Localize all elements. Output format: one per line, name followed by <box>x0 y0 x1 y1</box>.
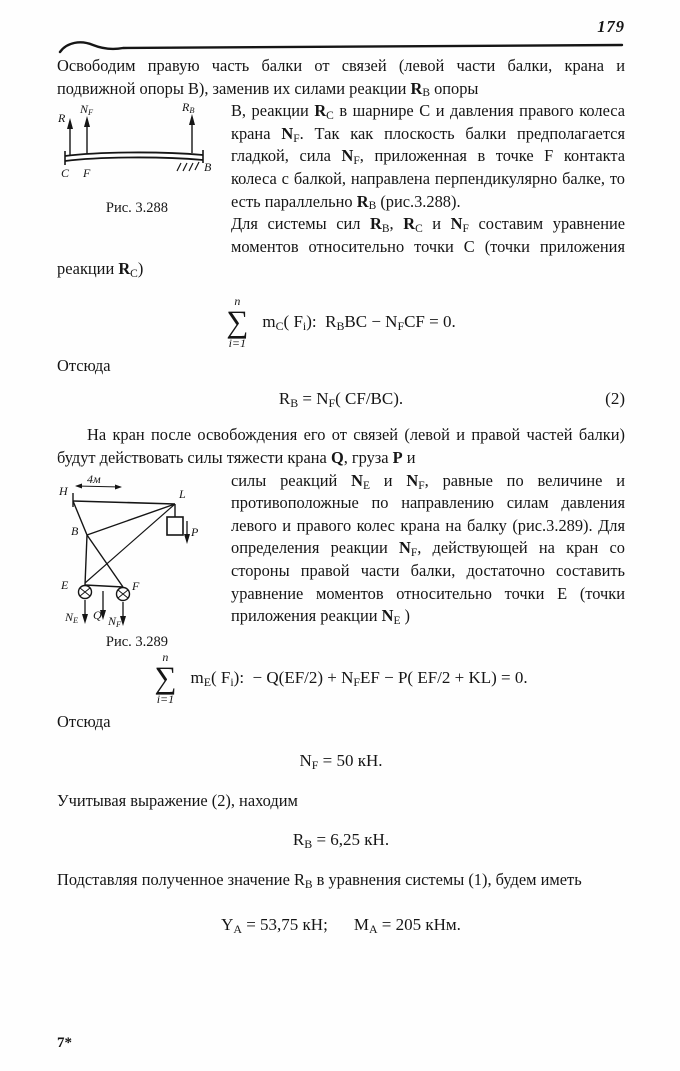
equation-nf-result: $N_F = 50$ кН. <box>299 750 383 772</box>
sum-lower-limit: i=1 <box>228 336 247 351</box>
formula-2-expression: $m_E$( $F_i$): − $Q(EF/2) + N_FEF - P$( EF/2 + KL) = 0. <box>190 667 528 689</box>
equation-ma: $M_A = 205$ кНм. <box>353 914 461 936</box>
figure-3-288 <box>57 100 217 255</box>
paragraph-3-lead: На кран после освобождения его от связей (левой и правой частей балки) будут действовать силы тяжести крана Q, груза Р и <box>57 425 625 468</box>
sum-upper-limit: n <box>234 293 241 308</box>
otsyuda-1: Отсюда <box>57 356 111 376</box>
equation-2-body: $R_B = N_F$( CF/BC). <box>278 388 404 410</box>
fig1-label-rb: $R_B$ <box>182 100 195 116</box>
fig1-label-b: B <box>204 160 212 175</box>
page-number: 179 <box>597 17 625 36</box>
fig2-label-f: F <box>132 578 140 593</box>
fig2-label-b: B <box>71 523 79 538</box>
figure-3-288-caption: Рис. 3.288 <box>105 200 169 217</box>
printers-signature-mark: 7* <box>57 1035 72 1052</box>
equation-2 <box>57 388 625 411</box>
figure-3-289-drawing <box>57 473 217 629</box>
header-rule <box>57 39 625 55</box>
fig2-label-q: Q <box>93 607 102 622</box>
fig1-label-nf: $N_F$ <box>80 102 94 118</box>
sum2-lower-limit: i=1 <box>156 692 175 706</box>
page-header <box>57 16 625 38</box>
paragraph-4: Учитывая выражение (2), находим <box>57 791 298 811</box>
summation-symbol <box>226 295 248 349</box>
sigma-glyph: ∑ <box>226 303 249 339</box>
fig2-label-e: E <box>61 577 69 592</box>
paragraph-1-lead: Освободим правую часть балки от связей (левой части балки, крана и подвижной опоры В), заменив их силами реакции $R_B$ опоры <box>57 56 625 100</box>
paragraph-2: Для системы сил $R_B$, $R_C$ и $N_F$ составим уравнение моментов относительно точки С (точки приложения реакции $R_C$) <box>57 214 626 281</box>
crane-diagram <box>57 473 217 629</box>
paragraph-5: Подставляя полученное значение $R_B$ в уравнения системы (1), будем иметь <box>57 870 582 892</box>
fig2-label-nf: $N_F$ <box>108 613 122 629</box>
fig1-label-c: C <box>61 166 70 181</box>
paragraph-1-wrap: В, реакции $R_C$ в шарнире С и давления правого колеса крана $N_F$. Так как плоскость балки предполагается гладкой, сила $N_F$, приложенная в точке F контакта колеса с балкой, направлена перпендикулярно балке, то есть параллельно $R_B$ (рис.3.288). <box>231 101 626 213</box>
equation-final-results <box>57 914 625 937</box>
figure-3-289-caption: Рис. 3.289 <box>105 633 169 650</box>
equation-ya: $Y_A = 53,75$ кН; <box>221 914 328 936</box>
figure-3-288-drawing <box>57 100 217 195</box>
paragraph-3-wrap: силы реакций $N_E$ и $N_F$, равные по величине и противоположные по направлению силам давления левого и правого колес крана на балку (рис.3.289). Для определения реакции $N_F$, действующей на кран со стороны правой части балки, достаточно составить уравнение моментов относительно точки Е (точки приложения реакции $N_E$ ) <box>231 470 625 628</box>
otsyuda-2: Отсюда <box>57 712 111 731</box>
fig2-label-ne: $N_E$ <box>65 609 79 625</box>
fig1-label-f: F <box>83 166 91 181</box>
fig2-label-dim: 4м <box>87 471 101 486</box>
sum2-upper-limit: n <box>162 649 169 664</box>
equation-2-number: (2) <box>605 388 625 408</box>
formula-moments-about-C <box>57 295 625 349</box>
fig2-label-h: H <box>59 483 68 498</box>
sigma-glyph-2: ∑ <box>154 659 177 695</box>
formula-1-expression: $m_C$( $F_i$): $R_BBC - N_FCF = 0$. <box>262 311 456 333</box>
figure-3-289 <box>57 473 217 651</box>
equation-rb-result: $R_B = 6,25$ кН. <box>292 829 390 851</box>
fig2-label-l: L <box>179 486 186 501</box>
section-fig-3289 <box>57 470 625 650</box>
fig1-label-r: R <box>58 111 66 126</box>
beam-diagram <box>57 100 217 195</box>
summation-symbol-2 <box>154 651 176 705</box>
fig2-label-p: P <box>191 524 199 539</box>
section-fig-3288 <box>57 100 625 281</box>
formula-moments-about-E <box>57 651 625 705</box>
